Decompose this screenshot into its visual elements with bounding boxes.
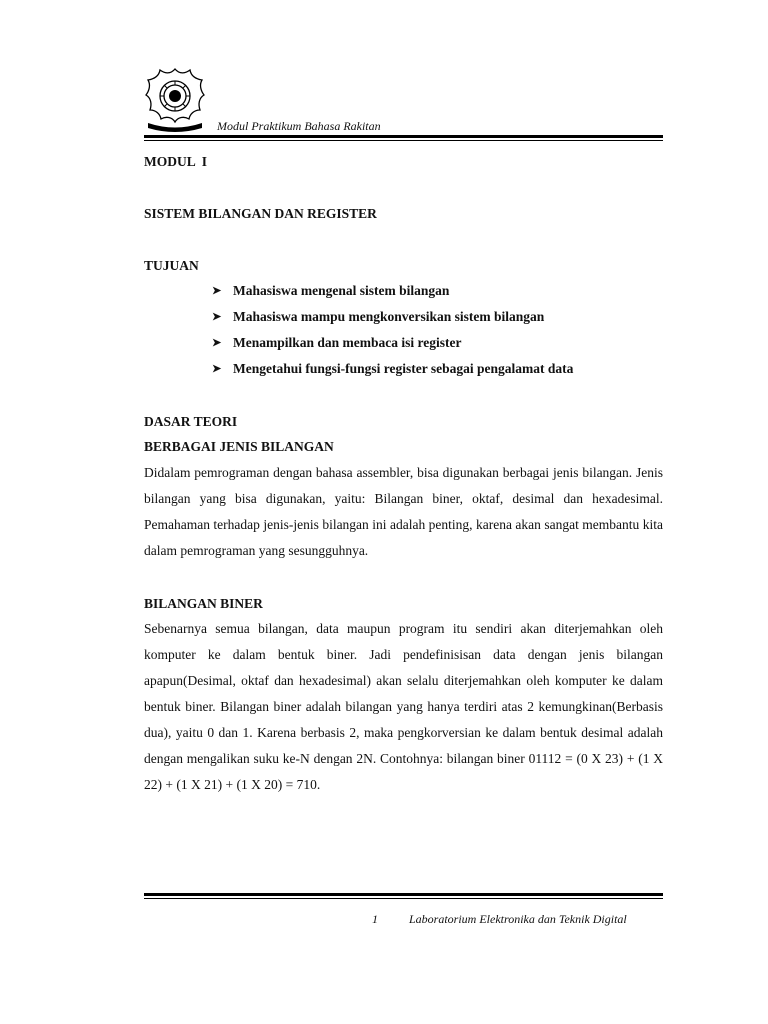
footer-lab-name: Laboratorium Elektronika dan Teknik Digital xyxy=(409,912,627,926)
module-label: MODUL I xyxy=(144,154,208,169)
header-rule xyxy=(144,135,663,138)
list-item: ➤ Mengetahui fungsi-fungsi register sebagai pengalamat data xyxy=(212,360,672,386)
arrow-bullet-icon: ➤ xyxy=(212,337,222,349)
bilangan-biner-heading: BILANGAN BINER xyxy=(144,596,263,611)
list-item: ➤ Mahasiswa mampu mengkonversikan sistem bilangan xyxy=(212,308,672,334)
list-item: ➤ Menampilkan dan membaca isi register xyxy=(212,334,672,360)
arrow-bullet-icon: ➤ xyxy=(212,363,222,375)
tujuan-heading: TUJUAN xyxy=(144,258,199,273)
header-title: Modul Praktikum Bahasa Rakitan xyxy=(217,119,381,133)
footer-rule-thin xyxy=(144,898,663,899)
dasar-teori-heading: DASAR TEORI xyxy=(144,414,238,429)
bilangan-biner-paragraph: Sebenarnya semua bilangan, data maupun program itu sendiri akan diterjemahkan oleh komputer ke dalam bentuk biner. Jadi pendefinisisan data dengan jenis bilangan apapun(Desimal, oktaf dan hexadesimal) akan selalu diterjemahkan oleh komputer ke dalam bentuk biner. Bilangan biner adalah bilangan yang hanya terdiri atas 2 kemungkinan(Berbasis dua), yaitu 0 dan 1. Karena berbasis 2, maka pengkorversian ke dalam bentuk desimal adalah dengan mengalikan suku ke-N dengan 2N. Contohnya: bilangan biner 01112 = (0 X 23) + (1 X 22) + (1 X 21) + (1 X 20) = 710. xyxy=(144,621,663,792)
university-seal-icon xyxy=(144,66,206,132)
arrow-bullet-icon: ➤ xyxy=(212,311,222,323)
jenis-bilangan-heading: BERBAGAI JENIS BILANGAN xyxy=(144,439,334,454)
list-item: ➤ Mahasiswa mengenal sistem bilangan xyxy=(212,282,672,308)
arrow-bullet-icon: ➤ xyxy=(212,285,222,297)
header-rule-thin xyxy=(144,140,663,141)
tujuan-list xyxy=(212,282,672,386)
footer-rule xyxy=(144,893,663,896)
dasar-teori-paragraph: Didalam pemrograman dengan bahasa assembler, bisa digunakan berbagai jenis bilangan. Jenis bilangan yang bisa digunakan, yaitu: Bilangan biner, oktaf, desimal dan hexadesimal. Pemahaman terhadap jenis-jenis bilangan ini adalah penting, karena akan sangat membantu kita dalam pemrograman yang sesungguhnya. xyxy=(144,465,663,558)
chapter-title: SISTEM BILANGAN DAN REGISTER xyxy=(144,206,377,221)
page-number: 1 xyxy=(372,912,378,926)
